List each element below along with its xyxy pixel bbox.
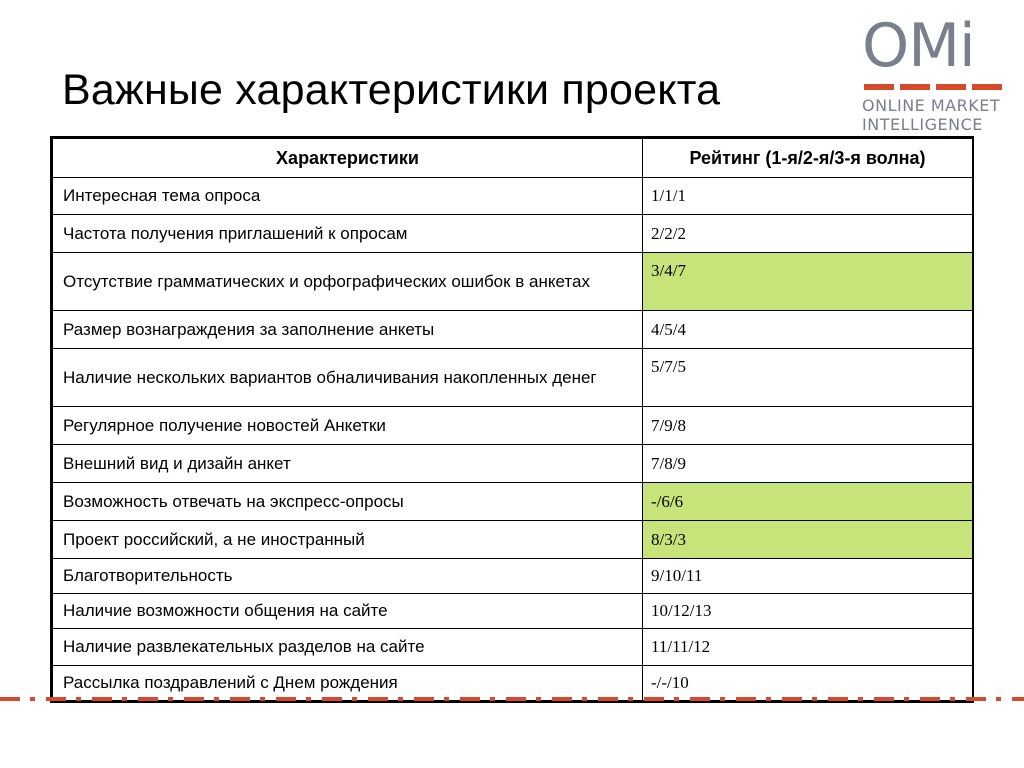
dash-segment [276,697,296,701]
dash-segment [306,697,311,701]
table-row [53,594,973,629]
characteristic-cell: Наличие возможности общения на сайте [53,594,643,629]
dash-segment [92,697,112,701]
table-row [53,311,973,349]
ratings-table [50,136,974,703]
dash-segment [138,697,158,701]
logo-text-line1: ONLINE MARKET [862,96,1001,115]
dash-segment [260,697,265,701]
dash-segment [490,697,495,701]
dash-segment [0,697,20,701]
characteristic-cell: Наличие нескольких вариантов обналичивания накопленных денег [53,349,643,407]
characteristic-cell: Регулярное получение новостей Анкетки [53,407,643,445]
dash-segment [444,697,449,701]
rating-cell: 1/1/1 [643,178,973,215]
omi-logo [858,11,1018,136]
dash-segment [904,697,909,701]
dash-segment [690,697,710,701]
dash-segment [1012,697,1024,701]
table-row [53,483,973,521]
characteristic-cell: Наличие развлекательных разделов на сайте [53,629,643,666]
rating-cell: 7/8/9 [643,445,973,483]
bottom-dashed-line [0,697,1024,702]
rating-cell: 10/12/13 [643,594,973,629]
characteristic-cell: Размер вознаграждения за заполнение анкеты [53,311,643,349]
dash-segment [874,697,894,701]
dash-segment [766,697,771,701]
dash-segment [536,697,541,701]
table-row [53,559,973,594]
characteristic-cell: Отсутствие грамматических и орфографических ошибок в анкетах [53,253,643,311]
dash-segment [966,697,986,701]
rating-cell: 8/3/3 [643,521,973,559]
dash-segment [30,697,35,701]
dash-segment [322,697,342,701]
dash-segment [674,697,679,701]
dash-segment [720,697,725,701]
table-row [53,215,973,253]
dash-segment [782,697,802,701]
dash-segment [46,697,66,701]
table-header-row [53,139,973,178]
dash-segment [736,697,756,701]
dash-segment [352,697,357,701]
characteristic-cell: Внешний вид и дизайн анкет [53,445,643,483]
dash-segment [184,697,204,701]
characteristic-cell: Интересная тема опроса [53,178,643,215]
characteristic-cell: Благотворительность [53,559,643,594]
dash-segment [828,697,848,701]
characteristic-cell: Рассылка поздравлений с Днем рождения [53,666,643,701]
dash-segment [122,697,127,701]
table-row [53,445,973,483]
logo-text-line2: INTELLIGENCE [862,115,983,134]
dash-segment [230,697,250,701]
dash-segment [368,697,388,701]
dash-segment [920,697,940,701]
dash-segment [168,697,173,701]
table-row [53,407,973,445]
dash-segment [398,697,403,701]
rating-cell: 4/5/4 [643,311,973,349]
dash-segment [996,697,1001,701]
characteristic-cell: Частота получения приглашений к опросам [53,215,643,253]
rating-cell: 9/10/11 [643,559,973,594]
dash-segment [598,697,618,701]
header-characteristics: Характеристики [53,139,643,178]
dash-segment [214,697,219,701]
slide-title: Важные характеристики проекта [62,66,721,114]
header-rating: Рейтинг (1-я/2-я/3-я волна) [643,139,973,178]
characteristic-cell: Возможность отвечать на экспресс-опросы [53,483,643,521]
logo-mark: OMi [862,11,975,81]
table-row [53,178,973,215]
rating-cell: -/-/10 [643,666,973,701]
dash-segment [582,697,587,701]
dash-segment [552,697,572,701]
rating-cell: 2/2/2 [643,215,973,253]
rating-cell: -/6/6 [643,483,973,521]
dash-segment [460,697,480,701]
dash-segment [414,697,434,701]
logo-dashes [864,84,1002,90]
rating-cell: 7/9/8 [643,407,973,445]
table-row [53,349,973,407]
table-row [53,666,973,701]
dash-segment [812,697,817,701]
table-row [53,629,973,666]
table-row [53,521,973,559]
dash-segment [858,697,863,701]
rating-cell: 11/11/12 [643,629,973,666]
dash-segment [628,697,633,701]
dash-segment [506,697,526,701]
dash-segment [950,697,955,701]
rating-cell: 5/7/5 [643,349,973,407]
rating-cell: 3/4/7 [643,253,973,311]
characteristic-cell: Проект российский, а не иностранный [53,521,643,559]
table-row [53,253,973,311]
dash-segment [76,697,81,701]
dash-segment [644,697,664,701]
